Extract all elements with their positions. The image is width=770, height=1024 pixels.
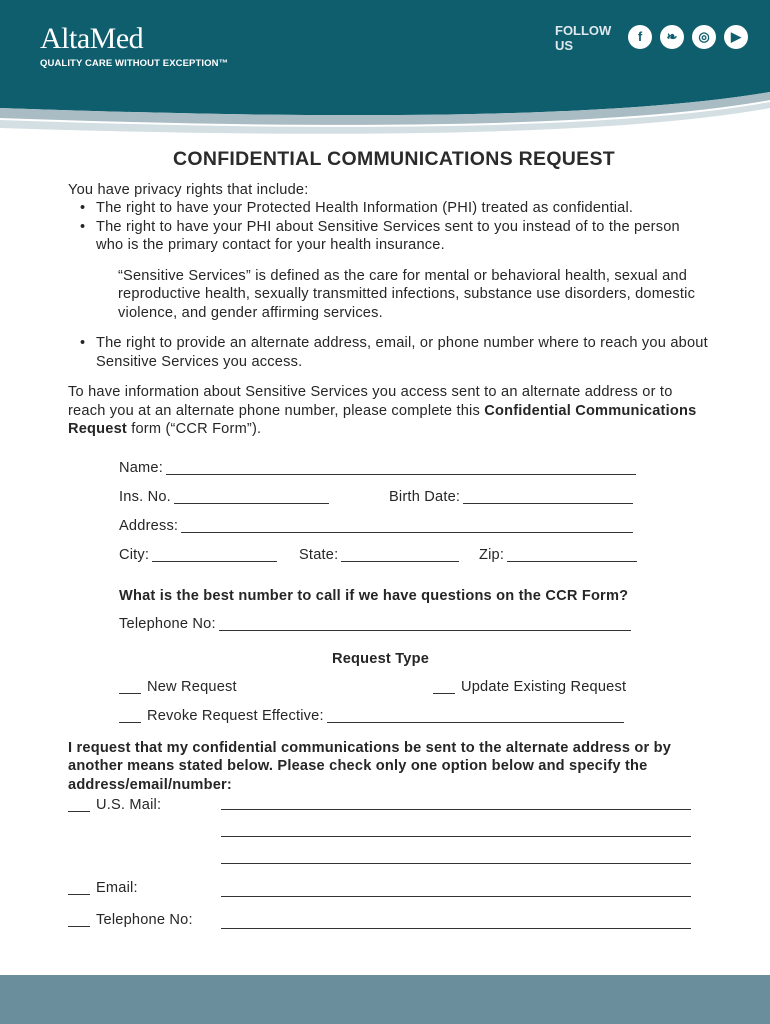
delivery-options	[68, 794, 708, 940]
telephone-option-label: Telephone No:	[96, 912, 193, 928]
address-row	[119, 517, 633, 536]
address-field[interactable]	[181, 518, 633, 533]
logo-tagline: QUALITY CARE WITHOUT EXCEPTION™	[40, 58, 229, 69]
mail-label: U.S. Mail:	[96, 797, 162, 813]
birth-field[interactable]	[463, 489, 633, 504]
update-request-label: Update Existing Request	[461, 678, 627, 695]
email-check[interactable]	[68, 880, 90, 895]
telephone-line[interactable]	[221, 928, 691, 929]
revoke-request-label: Revoke Request Effective:	[147, 707, 324, 724]
new-request-label: New Request	[147, 678, 237, 695]
state-row	[299, 546, 459, 565]
name-row	[119, 459, 636, 478]
bullet-text: The right to provide an alternate address, email, or phone number where to reach you about Sensitive Services you access.	[96, 335, 708, 370]
altamed-logo[interactable]	[40, 22, 228, 69]
name-field[interactable]	[166, 460, 636, 475]
footer-bar	[0, 975, 770, 1024]
telephone-row	[119, 615, 631, 634]
follow-us-label: FOLLOW US	[555, 23, 612, 53]
birth-row	[389, 488, 633, 507]
city-row	[119, 546, 277, 565]
revoke-date-field[interactable]	[327, 708, 624, 723]
ins-label: Ins. No.	[119, 488, 171, 505]
city-field[interactable]	[152, 547, 277, 562]
name-label: Name:	[119, 459, 163, 476]
header-banner	[0, 0, 770, 140]
bullet-sensitive: • The right to have your PHI about Sensitive Services sent to you instead of to the person who is the primary contact for your health insurance.	[80, 218, 680, 253]
zip-field[interactable]	[507, 547, 637, 562]
consent-statement: I request that my confidential communications be sent to the alternate address or by another means stated below. Please check only one option below and specify the address/email/number:	[68, 739, 672, 793]
revoke-request-option	[119, 707, 624, 726]
telephone-check[interactable]	[68, 912, 90, 927]
city-label: City:	[119, 546, 150, 563]
ccr-bold: Confidential Communications Request	[68, 402, 697, 437]
ins-row	[119, 488, 329, 507]
new-request-option	[119, 678, 237, 697]
logo-name: AltaMed	[40, 22, 144, 55]
new-request-check[interactable]	[119, 679, 141, 694]
twitter-icon[interactable]: ❧	[660, 25, 684, 49]
page-title: CONFIDENTIAL COMMUNICATIONS REQUEST	[172, 148, 616, 170]
state-label: State:	[299, 546, 339, 563]
birth-label: Birth Date:	[389, 488, 461, 505]
youtube-icon[interactable]: ▶	[724, 25, 748, 49]
mail-check[interactable]	[68, 797, 90, 812]
bullet-text: The right to have your Protected Health Information (PHI) treated as confidential.	[96, 200, 634, 216]
mail-address-line-1[interactable]	[221, 809, 691, 810]
ins-field[interactable]	[174, 489, 329, 504]
mail-option	[68, 796, 161, 815]
state-field[interactable]	[341, 547, 459, 562]
address-label: Address:	[119, 517, 179, 534]
bullet-alternate: • The right to provide an alternate address, email, or phone number where to reach you about Sensitive Services you access.	[80, 335, 708, 370]
email-line[interactable]	[221, 896, 691, 897]
telephone-option	[68, 911, 193, 930]
phone-question: What is the best number to call if we have questions on the CCR Form?	[119, 587, 629, 604]
intro-text: You have privacy rights that include:	[68, 181, 309, 198]
zip-row	[479, 546, 637, 565]
email-option	[68, 879, 138, 898]
patient-info-form	[68, 439, 708, 739]
zip-label: Zip:	[479, 546, 505, 563]
request-type-heading: Request Type	[332, 650, 430, 667]
form-document	[68, 150, 708, 940]
update-request-check[interactable]	[433, 679, 455, 694]
instructions-paragraph: To have information about Sensitive Services you access sent to an alternate address or to reach you at an alternate phone number, please complete this Confidential Communications Request form (“CCR Form”).	[68, 384, 697, 437]
instagram-icon[interactable]: ◎	[692, 25, 716, 49]
email-label: Email:	[96, 880, 138, 896]
telephone-field[interactable]	[219, 616, 631, 631]
telephone-label: Telephone No:	[119, 615, 216, 632]
bullet-text: The right to have your PHI about Sensitive Services sent to you instead of to the person who is the primary contact for your health insurance.	[96, 218, 680, 253]
mail-address-line-2[interactable]	[221, 836, 691, 837]
mail-address-line-3[interactable]	[221, 863, 691, 864]
update-request-option	[433, 678, 626, 697]
revoke-request-check[interactable]	[119, 708, 141, 723]
facebook-icon[interactable]: f	[628, 25, 652, 49]
sensitive-services-note: “Sensitive Services” is defined as the care for mental or behavioral health, sexual and reproductive health, sexually transmitted infections, substance use disorders, domestic violence, and gender affirming services.	[118, 267, 696, 321]
bullet-phi: • The right to have your Protected Health Information (PHI) treated as confidential.	[80, 200, 634, 216]
